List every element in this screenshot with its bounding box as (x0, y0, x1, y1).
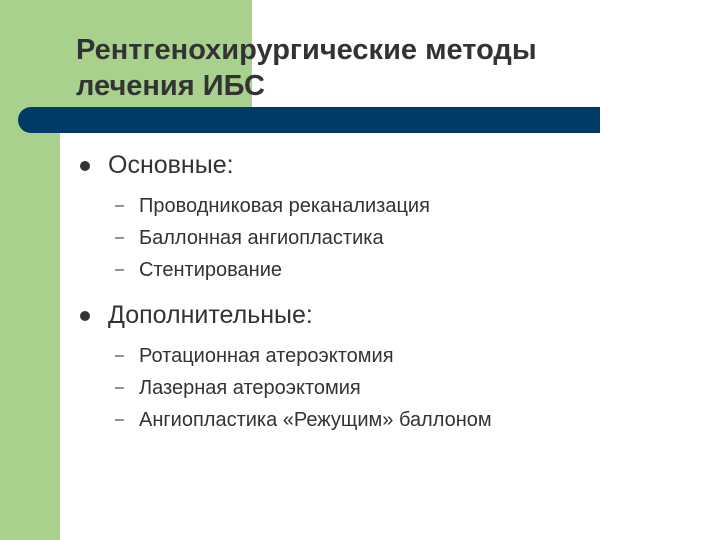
list-item (72, 190, 692, 222)
list-item-label: Проводниковая реканализация (139, 195, 430, 217)
left-accent-band (0, 0, 60, 540)
dash-icon: – (115, 197, 124, 214)
slide-title-line-1: Рентгенохирургические методы (76, 34, 537, 66)
list-item-label: Стентирование (139, 259, 282, 281)
list-item-label: Лазерная атероэктомия (139, 377, 361, 399)
section-heading-additional (72, 298, 692, 332)
list-item (72, 372, 692, 404)
slide-title-line-2: лечения ИБС (76, 70, 265, 102)
section-heading-main (72, 148, 692, 182)
list-item (72, 254, 692, 286)
slide-title (76, 32, 537, 104)
list-item (72, 222, 692, 254)
list-item-label: Ангиопластика «Режущим» баллоном (139, 409, 492, 431)
list-item-label: Ротационная атероэктомия (139, 345, 394, 367)
section-heading-label: Дополнительные: (108, 301, 313, 329)
bullet-dot-icon (80, 161, 90, 171)
dash-icon: – (115, 411, 124, 428)
dash-icon: – (115, 229, 124, 246)
list-item (72, 404, 692, 436)
slide-content (72, 148, 692, 436)
dash-icon: – (115, 379, 124, 396)
dash-icon: – (115, 261, 124, 278)
list-item-label: Баллонная ангиопластика (139, 227, 384, 249)
dash-icon: – (115, 347, 124, 364)
title-underline-bar (18, 107, 600, 133)
section-heading-label: Основные: (108, 151, 234, 179)
list-item (72, 340, 692, 372)
bullet-dot-icon (80, 311, 90, 321)
